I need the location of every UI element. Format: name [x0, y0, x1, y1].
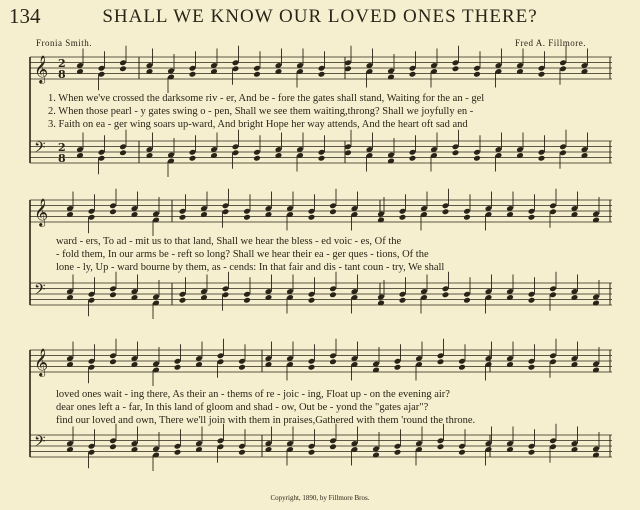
time-signature-top: 2: [58, 57, 66, 70]
note-head: [253, 71, 261, 78]
treble-clef-icon: 𝄞: [34, 198, 49, 226]
page-number: 134: [9, 4, 41, 28]
note-head: [318, 155, 326, 162]
system2-verse1: ward - ers, To ad - mit us to that land, Shall we hear the bless - ed voic - es, Of the: [56, 236, 402, 247]
note-head: [179, 297, 187, 304]
note-head: [174, 364, 182, 371]
note-head: [473, 71, 481, 78]
treble-clef-icon: 𝄞: [34, 55, 49, 83]
note-head: [308, 214, 316, 221]
note-head: [329, 291, 337, 298]
time-signature-bottom: 8: [58, 68, 66, 81]
note-head: [442, 208, 450, 215]
note-head: [538, 155, 546, 162]
note-head: [119, 149, 127, 156]
note-head: [109, 443, 117, 450]
note-head: [238, 364, 246, 371]
copyright-notice: Copyright, 1890, by Fillmore Bros.: [270, 494, 370, 502]
note-head: [308, 449, 316, 456]
note-head: [473, 155, 481, 162]
note-head: [179, 214, 187, 221]
note-head: [308, 297, 316, 304]
system3-verse1: loved ones wait - ing there, As their an - thems of re - joic - ing, Float up - on the evening air?: [56, 389, 450, 400]
note-head: [329, 208, 337, 215]
system1-verse2: 2. When those pearl - y gates swing o - pen, Shall we see them waiting,throng? Shall we joyfully en -: [48, 106, 474, 117]
note-head: [109, 358, 117, 365]
note-head: [109, 208, 117, 215]
time-signature-top: 2: [58, 141, 66, 154]
time-signature-bottom: 8: [58, 152, 66, 165]
composer-credit: Fred A. Fillmore.: [515, 38, 586, 48]
note-head: [528, 214, 536, 221]
note-head: [528, 297, 536, 304]
note-head: [437, 443, 445, 450]
note-head: [458, 449, 466, 456]
note-head: [238, 449, 246, 456]
bass-clef-icon: 𝄢: [34, 139, 46, 160]
treble-clef-icon: 𝄞: [34, 348, 49, 376]
note-head: [394, 364, 402, 371]
note-head: [189, 71, 197, 78]
note-head: [253, 155, 261, 162]
note-head: [442, 291, 450, 298]
system2-verse3: lone - ly, Up - ward bourne by them, as - cends: In that fair and dis - tant coun - try, We shall: [56, 262, 445, 273]
system3-verse3: find our loved and own, There we'll join with them in praises,Gathered with them 'round the throne.: [56, 415, 476, 426]
note-head: [399, 297, 407, 304]
note-head: [318, 71, 326, 78]
note-head: [409, 71, 417, 78]
note-head: [189, 155, 197, 162]
note-head: [394, 449, 402, 456]
note-head: [409, 155, 417, 162]
system1-verse1: 1. When we've crossed the darksome riv - er, And be - fore the gates shall stand, Waiting for the an - gel: [48, 93, 485, 104]
note-head: [528, 449, 536, 456]
note-head: [399, 214, 407, 221]
note-head: [119, 65, 127, 72]
bass-clef-icon: 𝄢: [34, 281, 46, 302]
system2-verse2: - fold them, In our arms be - reft so long? Shall we hear their ea - ger ques - tions, Of the: [56, 249, 429, 260]
note-head: [463, 297, 471, 304]
note-head: [538, 71, 546, 78]
note-head: [174, 449, 182, 456]
note-head: [329, 358, 337, 365]
note-head: [463, 214, 471, 221]
system1-verse3: 3. Faith on ea - ger wing soars up-ward, And bright Hope her way attends, And the heart oft sad and: [48, 119, 468, 130]
note-head: [243, 214, 251, 221]
system3-verse2: dear ones left a - far, In this land of gloom and shad - ow, Out be - yond the "gates ajar"?: [56, 402, 429, 413]
bass-clef-icon: 𝄢: [34, 433, 46, 454]
hymn-title: SHALL WE KNOW OUR LOVED ONES THERE?: [102, 6, 538, 27]
lyricist-credit: Fronia Smith.: [36, 38, 93, 48]
note-head: [437, 358, 445, 365]
note-head: [329, 443, 337, 450]
note-head: [452, 65, 460, 72]
note-head: [452, 149, 460, 156]
note-head: [528, 364, 536, 371]
note-head: [109, 291, 117, 298]
note-head: [243, 297, 251, 304]
note-head: [308, 364, 316, 371]
note-head: [458, 364, 466, 371]
